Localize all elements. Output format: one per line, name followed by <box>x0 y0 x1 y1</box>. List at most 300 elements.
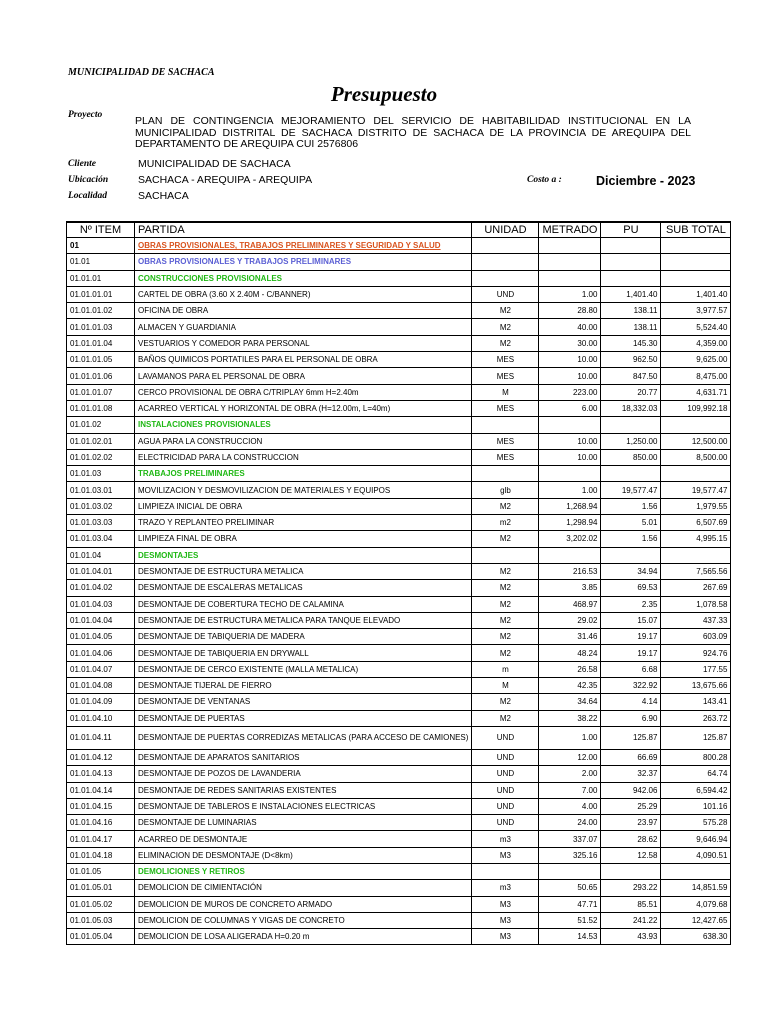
partida-description: CARTEL DE OBRA (3.60 X 2.40M - C/BANNER) <box>135 286 472 302</box>
subtotal-cell: 4,090.51 <box>661 847 731 863</box>
unidad-cell: UND <box>472 815 539 831</box>
metrado-cell: 1,268.94 <box>539 498 601 514</box>
pu-cell: 19.17 <box>601 629 661 645</box>
unidad-cell: M2 <box>472 645 539 661</box>
item-code: 01.01.04.15 <box>67 798 135 814</box>
col-header-item: Nº ITEM <box>67 222 135 238</box>
unidad-cell: M2 <box>472 335 539 351</box>
item-code: 01.01.05.04 <box>67 929 135 945</box>
pu-cell: 1.56 <box>601 531 661 547</box>
subtotal-cell: 3,977.57 <box>661 303 731 319</box>
col-header-pu: PU <box>601 222 661 238</box>
table-row <box>67 433 731 449</box>
unidad-cell: M2 <box>472 319 539 335</box>
subtotal-cell: 8,500.00 <box>661 449 731 465</box>
item-code: 01.01.04.08 <box>67 678 135 694</box>
partida-description: VESTUARIOS Y COMEDOR PARA PERSONAL <box>135 335 472 351</box>
item-code: 01.01.04.01 <box>67 563 135 579</box>
pu-cell: 6.68 <box>601 661 661 677</box>
partida-description: DESMONTAJE DE POZOS DE LAVANDERIA <box>135 766 472 782</box>
table-row <box>67 352 731 368</box>
partida-description: BAÑOS QUIMICOS PORTATILES PARA EL PERSONAL DE OBRA <box>135 352 472 368</box>
table-row <box>67 563 731 579</box>
subtotal-cell: 143.41 <box>661 694 731 710</box>
subtotal-cell: 12,427.65 <box>661 912 731 928</box>
unidad-cell: m <box>472 661 539 677</box>
partida-description: DESMONTAJE TIJERAL DE FIERRO <box>135 678 472 694</box>
partida-description: ACARREO DE DESMONTAJE <box>135 831 472 847</box>
subtotal-cell: 12,500.00 <box>661 433 731 449</box>
partida-description: DEMOLICION DE LOSA ALIGERADA H=0.20 m <box>135 929 472 945</box>
metrado-cell: 14.53 <box>539 929 601 945</box>
table-row <box>67 515 731 531</box>
item-code: 01.01.04.18 <box>67 847 135 863</box>
unidad-cell <box>472 238 539 254</box>
table-row <box>67 303 731 319</box>
pu-cell: 15.07 <box>601 612 661 628</box>
item-code: 01.01.05.01 <box>67 880 135 896</box>
ubicacion-value: SACHACA - AREQUIPA - AREQUIPA <box>138 174 313 186</box>
pu-cell: 1.56 <box>601 498 661 514</box>
subtotal-cell: 4,631.71 <box>661 384 731 400</box>
pu-cell: 962.50 <box>601 352 661 368</box>
item-code: 01.01.01.05 <box>67 352 135 368</box>
subtotal-cell: 19,577.47 <box>661 482 731 498</box>
unidad-cell: m2 <box>472 515 539 531</box>
pu-cell <box>601 466 661 482</box>
metrado-cell: 1.00 <box>539 286 601 302</box>
subtotal-cell: 8,475.00 <box>661 368 731 384</box>
unidad-cell: M2 <box>472 710 539 726</box>
item-code: 01.01.01.02 <box>67 303 135 319</box>
section-row <box>67 238 731 254</box>
partida-description: DESMONTAJE DE ESTRUCTURA METALICA PARA TANQUE ELEVADO <box>135 612 472 628</box>
table-row <box>67 912 731 928</box>
pu-cell: 145.30 <box>601 335 661 351</box>
section-row <box>67 547 731 563</box>
table-row <box>67 286 731 302</box>
subtotal-cell: 5,524.40 <box>661 319 731 335</box>
pu-cell: 4.14 <box>601 694 661 710</box>
unidad-cell: M3 <box>472 896 539 912</box>
partida-description: DESMONTAJE DE PUERTAS CORREDIZAS METALICAS (PARA ACCESO DE CAMIONES) <box>135 726 472 749</box>
unidad-cell: UND <box>472 286 539 302</box>
table-row <box>67 749 731 765</box>
subtotal-cell <box>661 863 731 879</box>
table-row <box>67 580 731 596</box>
unidad-cell: MES <box>472 400 539 416</box>
subtotal-cell <box>661 270 731 286</box>
unidad-cell: M2 <box>472 612 539 628</box>
item-code: 01.01.03.04 <box>67 531 135 547</box>
unidad-cell: UND <box>472 749 539 765</box>
metrado-cell: 3.85 <box>539 580 601 596</box>
pu-cell: 66.69 <box>601 749 661 765</box>
table-row <box>67 710 731 726</box>
partida-description: DEMOLICION DE MUROS DE CONCRETO ARMADO <box>135 896 472 912</box>
item-code: 01.01.01.08 <box>67 400 135 416</box>
item-code: 01.01.01.03 <box>67 319 135 335</box>
table-row <box>67 831 731 847</box>
partida-description: LIMPIEZA INICIAL DE OBRA <box>135 498 472 514</box>
pu-cell: 293.22 <box>601 880 661 896</box>
metrado-cell: 48.24 <box>539 645 601 661</box>
table-row <box>67 498 731 514</box>
metrado-cell: 10.00 <box>539 352 601 368</box>
partida-description: DESMONTAJE DE ESTRUCTURA METALICA <box>135 563 472 579</box>
unidad-cell: M2 <box>472 596 539 612</box>
metrado-cell: 216.53 <box>539 563 601 579</box>
subtotal-cell: 1,979.55 <box>661 498 731 514</box>
subtotal-cell: 800.28 <box>661 749 731 765</box>
unidad-cell: M3 <box>472 929 539 945</box>
unidad-cell: M2 <box>472 498 539 514</box>
unidad-cell: M2 <box>472 303 539 319</box>
subtotal-cell <box>661 417 731 433</box>
partida-description: ELIMINACION DE DESMONTAJE (D<8km) <box>135 847 472 863</box>
item-code: 01.01.03.02 <box>67 498 135 514</box>
metrado-cell: 10.00 <box>539 433 601 449</box>
metrado-cell: 6.00 <box>539 400 601 416</box>
table-row <box>67 694 731 710</box>
pu-cell: 69.53 <box>601 580 661 596</box>
subtotal-cell: 9,646.94 <box>661 831 731 847</box>
unidad-cell: m3 <box>472 880 539 896</box>
partida-description: OBRAS PROVISIONALES, TRABAJOS PRELIMINARES Y SEGURIDAD Y SALUD <box>135 238 472 254</box>
unidad-cell: M2 <box>472 580 539 596</box>
item-code: 01.01.02.01 <box>67 433 135 449</box>
unidad-cell <box>472 417 539 433</box>
metrado-cell: 325.16 <box>539 847 601 863</box>
subtotal-cell: 924.76 <box>661 645 731 661</box>
cliente-label: Cliente <box>68 159 96 169</box>
subtotal-cell: 109,992.18 <box>661 400 731 416</box>
section-row <box>67 417 731 433</box>
partida-description: AGUA PARA LA CONSTRUCCION <box>135 433 472 449</box>
subtotal-cell: 603.09 <box>661 629 731 645</box>
section-row <box>67 254 731 270</box>
partida-description: DESMONTAJE DE TABIQUERIA EN DRYWALL <box>135 645 472 661</box>
metrado-cell: 38.22 <box>539 710 601 726</box>
unidad-cell <box>472 270 539 286</box>
metrado-cell: 468.97 <box>539 596 601 612</box>
pu-cell: 138.11 <box>601 319 661 335</box>
metrado-cell: 1.00 <box>539 726 601 749</box>
item-code: 01.01.04.05 <box>67 629 135 645</box>
subtotal-cell: 6,594.42 <box>661 782 731 798</box>
subtotal-cell: 267.69 <box>661 580 731 596</box>
partida-description: DESMONTAJE DE PUERTAS <box>135 710 472 726</box>
table-row <box>67 880 731 896</box>
col-header-subtotal: SUB TOTAL <box>661 222 731 238</box>
unidad-cell: M2 <box>472 629 539 645</box>
table-row <box>67 726 731 749</box>
item-code: 01.01.04.09 <box>67 694 135 710</box>
table-row <box>67 766 731 782</box>
pu-cell: 12.58 <box>601 847 661 863</box>
unidad-cell: UND <box>472 726 539 749</box>
partida-description: INSTALACIONES PROVISIONALES <box>135 417 472 433</box>
pu-cell: 23.97 <box>601 815 661 831</box>
partida-description: DESMONTAJE DE ESCALERAS METALICAS <box>135 580 472 596</box>
costo-date: Diciembre - 2023 <box>596 174 696 188</box>
table-row <box>67 929 731 945</box>
unidad-cell: M3 <box>472 912 539 928</box>
unidad-cell: glb <box>472 482 539 498</box>
partida-description: DEMOLICIONES Y RETIROS <box>135 863 472 879</box>
subtotal-cell: 4,079.68 <box>661 896 731 912</box>
pu-cell <box>601 238 661 254</box>
cliente-value: MUNICIPALIDAD DE SACHACA <box>138 158 291 170</box>
unidad-cell: M <box>472 384 539 400</box>
partida-description: CERCO PROVISIONAL DE OBRA C/TRIPLAY 6mm H=2.40m <box>135 384 472 400</box>
item-code: 01.01.04.02 <box>67 580 135 596</box>
metrado-cell: 3,202.02 <box>539 531 601 547</box>
item-code: 01.01.01 <box>67 270 135 286</box>
subtotal-cell: 14,851.59 <box>661 880 731 896</box>
pu-cell: 241.22 <box>601 912 661 928</box>
partida-description: ELECTRICIDAD PARA LA CONSTRUCCION <box>135 449 472 465</box>
document-title: Presupuesto <box>330 82 438 106</box>
subtotal-cell: 4,359.00 <box>661 335 731 351</box>
subtotal-cell: 263.72 <box>661 710 731 726</box>
table-row <box>67 798 731 814</box>
item-code: 01.01.03.03 <box>67 515 135 531</box>
item-code: 01.01.05.03 <box>67 912 135 928</box>
item-code: 01.01.01.07 <box>67 384 135 400</box>
col-header-partida: PARTIDA <box>135 222 472 238</box>
metrado-cell <box>539 863 601 879</box>
partida-description: TRAZO Y REPLANTEO PRELIMINAR <box>135 515 472 531</box>
costo-label: Costo a : <box>527 175 562 185</box>
pu-cell: 18,332.03 <box>601 400 661 416</box>
localidad-label: Localidad <box>68 191 108 201</box>
subtotal-cell: 1,078.58 <box>661 596 731 612</box>
item-code: 01.01.04.04 <box>67 612 135 628</box>
pu-cell <box>601 547 661 563</box>
partida-description: DESMONTAJE DE VENTANAS <box>135 694 472 710</box>
metrado-cell: 51.52 <box>539 912 601 928</box>
item-code: 01.01.04.13 <box>67 766 135 782</box>
pu-cell: 138.11 <box>601 303 661 319</box>
table-row <box>67 449 731 465</box>
partida-description: TRABAJOS PRELIMINARES <box>135 466 472 482</box>
item-code: 01.01.04.06 <box>67 645 135 661</box>
item-code: 01.01.04 <box>67 547 135 563</box>
partida-description: OFICINA DE OBRA <box>135 303 472 319</box>
item-code: 01.01.05 <box>67 863 135 879</box>
item-code: 01.01.04.11 <box>67 726 135 749</box>
unidad-cell: MES <box>472 352 539 368</box>
pu-cell: 32.37 <box>601 766 661 782</box>
municipality-name: MUNICIPALIDAD DE SACHACA <box>68 67 215 78</box>
partida-description: DESMONTAJE DE TABLEROS E INSTALACIONES ELECTRICAS <box>135 798 472 814</box>
unidad-cell: M <box>472 678 539 694</box>
pu-cell <box>601 417 661 433</box>
metrado-cell: 1,298.94 <box>539 515 601 531</box>
metrado-cell: 1.00 <box>539 482 601 498</box>
subtotal-cell: 4,995.15 <box>661 531 731 547</box>
item-code: 01.01.05.02 <box>67 896 135 912</box>
subtotal-cell: 13,675.66 <box>661 678 731 694</box>
item-code: 01.01.04.17 <box>67 831 135 847</box>
section-row <box>67 863 731 879</box>
pu-cell: 34.94 <box>601 563 661 579</box>
budget-table <box>66 221 731 945</box>
partida-description: DESMONTAJES <box>135 547 472 563</box>
table-row <box>67 896 731 912</box>
subtotal-cell: 7,565.56 <box>661 563 731 579</box>
subtotal-cell: 177.55 <box>661 661 731 677</box>
col-header-unidad: UNIDAD <box>472 222 539 238</box>
metrado-cell: 31.46 <box>539 629 601 645</box>
unidad-cell: M3 <box>472 847 539 863</box>
partida-description: OBRAS PROVISIONALES Y TRABAJOS PRELIMINARES <box>135 254 472 270</box>
table-row <box>67 531 731 547</box>
metrado-cell: 10.00 <box>539 368 601 384</box>
proyecto-text: PLAN DE CONTINGENCIA MEJORAMIENTO DEL SERVICIO DE HABITABILIDAD INSTITUCIONAL EN LA MUNICIPALIDAD DISTRITAL DE SACHACA DISTRITO DE SACHACA DE LA PROVINCIA DE AREQUIPA DEL DEPARTAMENTO DE AREQUIPA CUI 2576806 <box>135 115 691 150</box>
pu-cell <box>601 270 661 286</box>
subtotal-cell: 101.16 <box>661 798 731 814</box>
ubicacion-label: Ubicación <box>68 175 109 185</box>
item-code: 01.01.03 <box>67 466 135 482</box>
pu-cell: 28.62 <box>601 831 661 847</box>
partida-description: DEMOLICION DE COLUMNAS Y VIGAS DE CONCRETO <box>135 912 472 928</box>
metrado-cell: 24.00 <box>539 815 601 831</box>
unidad-cell <box>472 466 539 482</box>
pu-cell: 5.01 <box>601 515 661 531</box>
partida-description: DESMONTAJE DE LUMINARIAS <box>135 815 472 831</box>
metrado-cell <box>539 238 601 254</box>
subtotal-cell: 64.74 <box>661 766 731 782</box>
pu-cell: 2.35 <box>601 596 661 612</box>
partida-description: DESMONTAJE DE CERCO EXISTENTE (MALLA METALICA) <box>135 661 472 677</box>
item-code: 01.01.04.10 <box>67 710 135 726</box>
localidad-value: SACHACA <box>138 190 189 202</box>
metrado-cell: 7.00 <box>539 782 601 798</box>
table-row <box>67 319 731 335</box>
subtotal-cell: 1,401.40 <box>661 286 731 302</box>
metrado-cell: 50.65 <box>539 880 601 896</box>
section-row <box>67 466 731 482</box>
unidad-cell <box>472 547 539 563</box>
metrado-cell <box>539 417 601 433</box>
metrado-cell: 42.35 <box>539 678 601 694</box>
metrado-cell: 10.00 <box>539 449 601 465</box>
partida-description: ACARREO VERTICAL Y HORIZONTAL DE OBRA (H=12.00m, L=40m) <box>135 400 472 416</box>
item-code: 01.01.03.01 <box>67 482 135 498</box>
subtotal-cell: 6,507.69 <box>661 515 731 531</box>
pu-cell: 19,577.47 <box>601 482 661 498</box>
pu-cell: 942.06 <box>601 782 661 798</box>
partida-description: DESMONTAJE DE APARATOS SANITARIOS <box>135 749 472 765</box>
partida-description: DEMOLICION DE CIMIENTACIÓN <box>135 880 472 896</box>
pu-cell: 1,250.00 <box>601 433 661 449</box>
subtotal-cell: 638.30 <box>661 929 731 945</box>
table-row <box>67 368 731 384</box>
unidad-cell: UND <box>472 782 539 798</box>
metrado-cell: 34.64 <box>539 694 601 710</box>
table-header-row <box>67 222 731 238</box>
unidad-cell: M2 <box>472 694 539 710</box>
pu-cell <box>601 254 661 270</box>
item-code: 01.01.01.06 <box>67 368 135 384</box>
unidad-cell: m3 <box>472 831 539 847</box>
table-row <box>67 815 731 831</box>
metrado-cell: 47.71 <box>539 896 601 912</box>
metrado-cell: 337.07 <box>539 831 601 847</box>
item-code: 01.01.01.01 <box>67 286 135 302</box>
pu-cell: 850.00 <box>601 449 661 465</box>
item-code: 01.01.04.14 <box>67 782 135 798</box>
subtotal-cell <box>661 466 731 482</box>
pu-cell: 322.92 <box>601 678 661 694</box>
subtotal-cell: 9,625.00 <box>661 352 731 368</box>
table-row <box>67 400 731 416</box>
item-code: 01.01 <box>67 254 135 270</box>
partida-description: DESMONTAJE DE TABIQUERIA DE MADERA <box>135 629 472 645</box>
table-row <box>67 629 731 645</box>
metrado-cell <box>539 466 601 482</box>
item-code: 01 <box>67 238 135 254</box>
unidad-cell <box>472 863 539 879</box>
section-row <box>67 270 731 286</box>
metrado-cell: 2.00 <box>539 766 601 782</box>
item-code: 01.01.02.02 <box>67 449 135 465</box>
unidad-cell: MES <box>472 368 539 384</box>
unidad-cell: MES <box>472 449 539 465</box>
partida-description: MOVILIZACION Y DESMOVILIZACION DE MATERIALES Y EQUIPOS <box>135 482 472 498</box>
unidad-cell: UND <box>472 798 539 814</box>
unidad-cell: M2 <box>472 563 539 579</box>
pu-cell: 20.77 <box>601 384 661 400</box>
item-code: 01.01.02 <box>67 417 135 433</box>
table-row <box>67 847 731 863</box>
metrado-cell <box>539 270 601 286</box>
metrado-cell: 12.00 <box>539 749 601 765</box>
table-row <box>67 384 731 400</box>
item-code: 01.01.04.12 <box>67 749 135 765</box>
pu-cell: 85.51 <box>601 896 661 912</box>
pu-cell: 125.87 <box>601 726 661 749</box>
subtotal-cell: 437.33 <box>661 612 731 628</box>
partida-description: ALMACEN Y GUARDIANIA <box>135 319 472 335</box>
metrado-cell: 28.80 <box>539 303 601 319</box>
pu-cell: 6.90 <box>601 710 661 726</box>
pu-cell: 1,401.40 <box>601 286 661 302</box>
col-header-metrado: METRADO <box>539 222 601 238</box>
metrado-cell: 29.02 <box>539 612 601 628</box>
metrado-cell: 223.00 <box>539 384 601 400</box>
proyecto-label: Proyecto <box>68 110 103 120</box>
subtotal-cell: 125.87 <box>661 726 731 749</box>
partida-description: LAVAMANOS PARA EL PERSONAL DE OBRA <box>135 368 472 384</box>
unidad-cell <box>472 254 539 270</box>
table-row <box>67 661 731 677</box>
unidad-cell: MES <box>472 433 539 449</box>
metrado-cell: 4.00 <box>539 798 601 814</box>
item-code: 01.01.04.16 <box>67 815 135 831</box>
partida-description: DESMONTAJE DE COBERTURA TECHO DE CALAMINA <box>135 596 472 612</box>
pu-cell: 19.17 <box>601 645 661 661</box>
partida-description: DESMONTAJE DE REDES SANITARIAS EXISTENTES <box>135 782 472 798</box>
subtotal-cell: 575.28 <box>661 815 731 831</box>
partida-description: CONSTRUCCIONES PROVISIONALES <box>135 270 472 286</box>
item-code: 01.01.04.03 <box>67 596 135 612</box>
item-code: 01.01.01.04 <box>67 335 135 351</box>
table-row <box>67 678 731 694</box>
unidad-cell: UND <box>472 766 539 782</box>
